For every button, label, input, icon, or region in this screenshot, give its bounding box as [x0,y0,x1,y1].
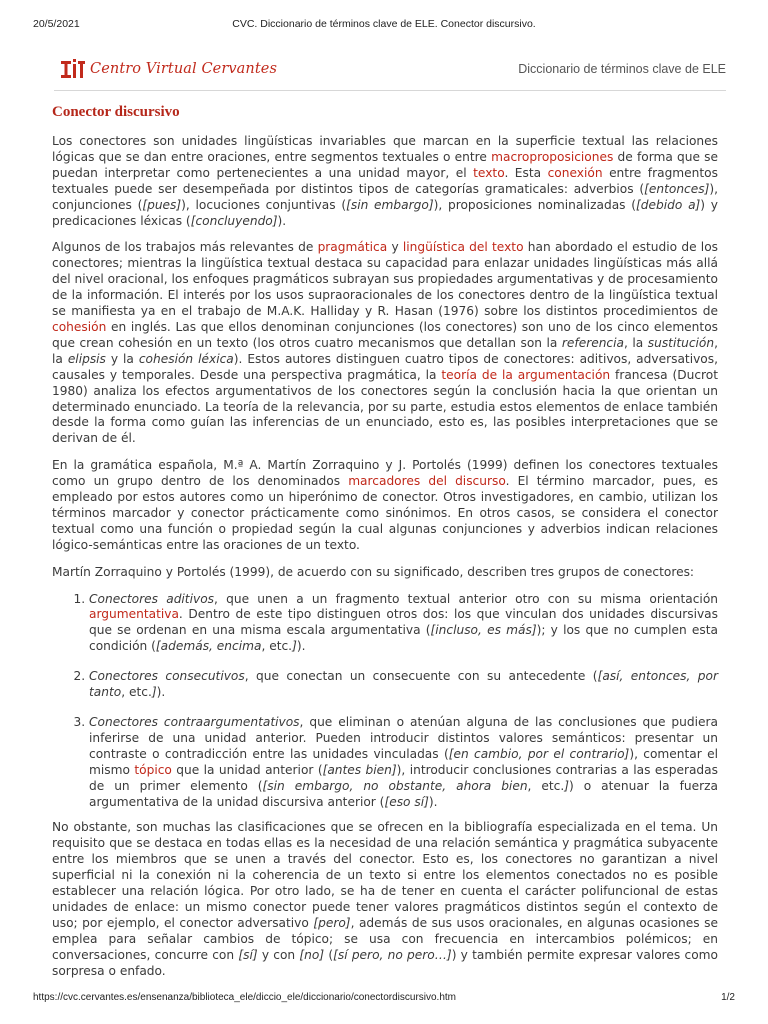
paragraph-2 [52,240,718,447]
text: , la [52,335,718,366]
print-footer [0,992,768,1006]
text: Algunos de los trabajos más relevantes de [52,240,318,255]
text: ) y también permite expresar valores como sorpresa o enfado. [52,947,718,978]
term: referencia [561,335,624,350]
text: . Esta [504,165,548,180]
text: ) o atenuar la fuerza argumentativa de la unidad discursiva anterior ( [89,778,719,809]
text: han abordado el estudio de los conectores; mientras la lingüística textual destaca su capacidad para enlazar unidades lingüísticas más allá del nivel oracional, los enfoques pragmáticos subrayan sus propiedades argumentativas y de procesamiento de la información. El interés por los usos supraoracionales de los conectores dentro de la lingüística textual se manifiesta ya en el trabajo de M.A.K. Halliday y R. Hasan (1976) sobre los distintos procedimientos de [52,240,718,319]
text: ). [428,794,438,809]
example: [en cambio, por el contrario] [448,746,630,761]
link-macroproposiciones[interactable]: macroproposiciones [491,149,614,164]
example: [incluso, es más] [430,623,537,638]
list-item [89,715,718,810]
cvc-logo[interactable] [60,58,277,80]
link-marcadores-del-discurso[interactable]: marcadores del discurso [348,474,506,489]
text: , que eliminan o atenúan alguna de las conclusiones que pudiera inferirse de una unidad anterior. Pueden introducir distintos valores semánticos: presentar un contraste o contradicción entre las unidades vinculadas ( [89,715,718,761]
example: [entonces] [644,181,710,196]
text: No obstante, son muchas las clasificaciones que se ofrecen en la bibliografía especializada en el tema. Un requisito que se destaca en todas ellas es la necesidad de una relación semántica y pragmática subyacente entre los miembros que se unen a través del conector. Esto es, los conectores no garantizan a nivel superficial ni la conexión ni la coherencia de un texto si entre los elementos conectados no es posible establecer una relación lógica. Por otro lado, se ha de tener en cuenta el carácter polifuncional de estas unidades de enlace: un mismo conector puede tener valores pragmáticos distintos según el contexto de uso; por ejemplo, el conector adversativo [52,820,718,930]
text: francesa (Ducrot 1980) analiza los efectos argumentativos de los conectores según la conclusión hacia la que orientan un determinado enunciado. La teoría de la relevancia, por su parte, estudia estos elementos de enlace también desde la forma como guían las inferencias de un enunciado, esto es, las posibles interpretaciones que se derivan de él. [52,367,718,446]
link-argumentativa[interactable]: argumentativa [89,607,179,622]
text: , la [623,335,648,350]
term: Conectores aditivos [89,591,214,606]
link-topico[interactable]: tópico [134,762,172,777]
text: . El término marcador, pues, es empleado por estos autores como un hiperónimo de conector. Otros investigadores, en cambio, utilizan los términos marcador y conector prácticamente como sinónimos. En otros casos, se considera el conector textual como una función o propiedad según la cual algunas conjunciones y adverbios indican relaciones lógico-semánticas entre las oraciones de un texto. [52,474,718,552]
text: , etc. [261,639,293,654]
print-title: CVC. Diccionario de términos clave de ELE. Conector discursivo. [232,18,536,30]
site-header [54,54,726,94]
example: ] [564,778,570,793]
example: [concluyendo] [190,213,278,228]
connector-groups-list [52,592,718,811]
text: ). [296,639,306,654]
text: ), locuciones conjuntivas ( [181,197,347,212]
text: , etc. [527,778,565,793]
example: [sí] [238,947,258,962]
term: cohesión léxica [138,351,234,366]
example: [además, encima [155,639,262,654]
print-header [0,18,768,32]
example: [antes bien] [322,762,397,777]
list-item [89,592,718,656]
text: , etc. [121,685,152,700]
text: , que unen a un fragmento textual anterior otro con su misma orientación [214,591,718,606]
text: ). [277,213,287,228]
link-teoria-argumentacion[interactable]: teoría de la argumentación [441,367,611,382]
example: [pero] [313,915,351,930]
text: ), comentar el mismo [89,746,718,777]
section-title[interactable]: Diccionario de términos clave de ELE [518,62,726,76]
paragraph-3 [52,458,718,553]
article [52,104,718,991]
print-url: https://cvc.cervantes.es/ensenanza/biblioteca_ele/diccio_ele/diccionario/conectordiscursivo.htm [33,992,457,1003]
example: ] [292,639,297,654]
link-linguistica-del-texto[interactable]: lingüística del texto [402,240,524,255]
print-date: 20/5/2021 [33,18,80,30]
example: [eso sí] [384,794,429,809]
example: [así, entonces, por tanto [89,669,719,700]
text: entre fragmentos textuales puede ser desempeñada por distintos tipos de categorías gramaticales: adverbios ( [52,165,718,196]
link-texto[interactable]: texto [473,165,505,180]
text: en inglés. Las que ellos denominan conjunciones (los conectores) son uno de los cinco elementos que crean cohesión en un texto (los otros cuatro mecanismos que detallan son la [52,319,718,350]
list-item [89,669,718,701]
text: ) y predicaciones léxicas ( [52,197,719,228]
text: , que conectan un consecuente con su antecedente ( [244,669,598,684]
logo-text: Centro Virtual Cervantes [90,61,277,77]
text: . Dentro de este tipo distinguen otros dos: los que vinculan dos unidades discursivas que se ordenan en una misma escala argumentativa ( [89,607,718,638]
page-number: 1/2 [721,992,735,1003]
text: y con [257,947,300,962]
link-pragmatica[interactable]: pragmática [317,240,388,255]
example: [pues] [142,197,182,212]
text: ), conjunciones ( [52,181,718,212]
text: y [387,240,403,255]
term: Conectores consecutivos [89,669,245,684]
paragraph-4: Martín Zorraquino y Portolés (1999), de acuerdo con su significado, describen tres grupos de conectores: [52,564,695,579]
example: [debido a] [636,197,701,212]
example: [sí pero, no pero…] [333,947,452,962]
text: ). Estos autores distinguen cuatro tipos de conectores: aditivos, adversativos, causales y temporales. Desde una perspectiva pragmática, la [52,351,718,382]
header-divider [54,90,726,91]
text: ); y los que no cumplen esta condición ( [89,623,718,654]
paragraph-5 [52,820,718,979]
page-title: Conector discursivo [52,104,180,120]
link-conexion[interactable]: conexión [547,165,603,180]
text: y la [105,351,139,366]
term: Conectores contraargumentativos [89,715,300,729]
text: ), proposiciones nominalizadas ( [433,197,637,212]
example: ] [151,685,157,700]
example: [no] [299,947,325,962]
example: [sin embargo] [346,197,434,212]
term: sustitución [647,335,715,350]
text: , además de sus usos oracionales, en algunas ocasiones se emplea para señalar cambios de tópico; se usa con frecuencia en intercambios polémicos; en conversaciones, concurre con [52,915,718,962]
example: [sin embargo, no obstante, ahora bien [262,778,528,793]
term: elipsis [67,351,106,366]
text: Los conectores son unidades lingüísticas invariables que marcan en la superficie textual las relaciones lógicas que se dan entre oraciones, entre segmentos textuales o entre [52,134,718,164]
text: ( [324,947,334,962]
paragraph-1 [52,134,718,229]
text: de forma que se puedan interpretar como pertenecientes a una unidad mayor, el [52,149,719,180]
text: En la gramática española, M.ª A. Martín Zorraquino y J. Portolés (1999) definen los conectores textuales como un grupo dentro de los denominados [52,458,718,489]
text: que la unidad anterior ( [171,762,323,777]
text: ), introducir conclusiones contrarias a las esperadas de un primer elemento ( [89,762,718,793]
link-cohesion[interactable]: cohesión [52,319,107,334]
text: ). [156,685,166,700]
cervantes-logo-icon [60,59,86,79]
